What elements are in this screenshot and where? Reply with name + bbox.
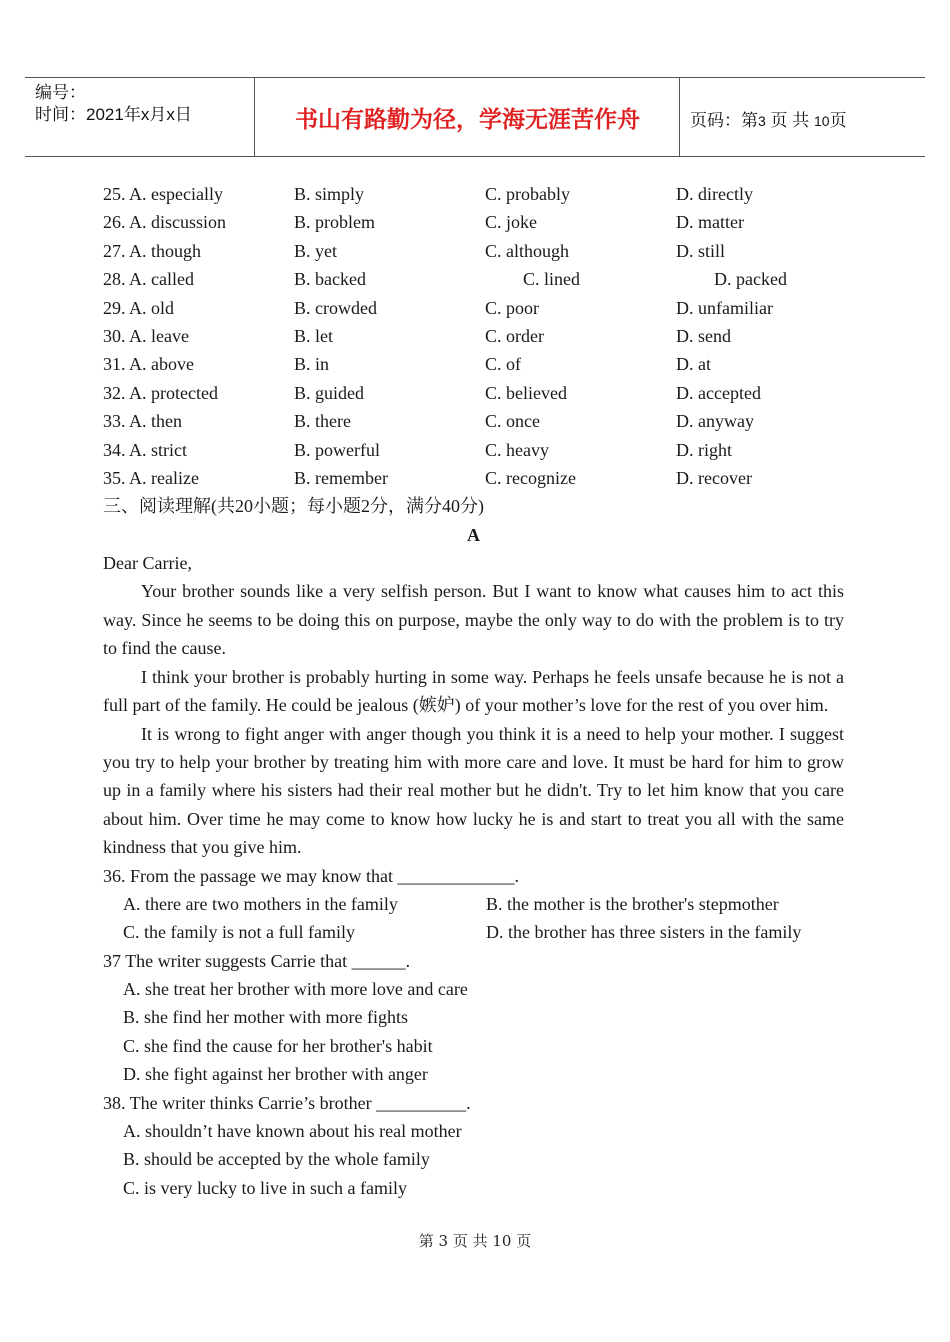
cloze-option-c: C. lined bbox=[523, 269, 580, 290]
cloze-option-b: B. there bbox=[294, 411, 351, 432]
cloze-row bbox=[103, 208, 844, 236]
cloze-option-b: B. guided bbox=[294, 382, 364, 403]
cloze-option-d: D. directly bbox=[676, 184, 753, 204]
cloze-option-c: C. although bbox=[485, 240, 569, 261]
cloze-option-d: D. send bbox=[676, 325, 731, 346]
option: D. the brother has three sisters in the family bbox=[486, 922, 802, 943]
paragraph: I think your brother is probably hurting in some way. Perhaps he feels unsafe because he is not a full part of the family. He could be jealous (嫉妒) of your mother’s love for the rest of you over him. bbox=[103, 666, 844, 716]
option: B. should be accepted by the whole family bbox=[123, 1149, 430, 1170]
page-indicator: 页码：第3 页 共 10页 bbox=[690, 111, 847, 130]
cloze-option-c: C. recognize bbox=[485, 467, 576, 488]
cloze-option-a: 31. A. above bbox=[103, 354, 194, 375]
question-stem: 38. The writer thinks Carrie’s brother __________. bbox=[103, 1092, 471, 1113]
cloze-option-d: D. still bbox=[676, 240, 726, 261]
header-divider bbox=[679, 78, 680, 156]
paragraph: Your brother sounds like a very selfish person. But I want to know what causes him to act this way. Since he seems to be doing this on purpose, maybe the only way to do with the problem is to try to find the cause. bbox=[103, 581, 844, 659]
question-37 bbox=[103, 947, 844, 1089]
cloze-option-d: D. accepted bbox=[676, 382, 761, 403]
page-header bbox=[25, 77, 925, 157]
cloze-row bbox=[103, 464, 844, 492]
paragraph: It is wrong to fight anger with anger though you think it is a need to help your mother. I suggest you try to help your brother by treating him with more care and love. It must be hard for him to grow up in a family where his sisters had their real mother but he didn't. Try to let him know that you care about him. Over time he may come to know how lucky he is and start to treat you all with the same kindness that you give him. bbox=[103, 723, 844, 858]
cloze-option-a: 34. A. strict bbox=[103, 439, 187, 460]
greeting: Dear Carrie, bbox=[103, 553, 192, 574]
cloze-option-c: C. of bbox=[485, 354, 521, 375]
option: A. she treat her brother with more love and care bbox=[123, 979, 468, 1000]
cloze-option-d: D. recover bbox=[676, 467, 752, 488]
cloze-option-b: B. powerful bbox=[294, 439, 380, 460]
cloze-row bbox=[103, 350, 844, 378]
cloze-option-a: 26. A. discussion bbox=[103, 212, 227, 233]
cloze-option-d: D. matter bbox=[676, 212, 744, 233]
cloze-option-c: C. poor bbox=[485, 297, 539, 318]
option: B. the mother is the brother's stepmother bbox=[486, 893, 779, 914]
cloze-option-a: 35. A. realize bbox=[103, 467, 199, 488]
cloze-option-c: C. joke bbox=[485, 212, 537, 233]
cloze-row bbox=[103, 180, 844, 208]
cloze-option-d: D. right bbox=[676, 439, 732, 460]
cloze-row bbox=[103, 322, 844, 350]
header-info bbox=[35, 82, 192, 126]
cloze-option-a: 32. A. protected bbox=[103, 382, 218, 403]
page-content bbox=[103, 180, 844, 1202]
page-footer: 第 3 页 共 10 页 bbox=[418, 1232, 532, 1250]
option: A. there are two mothers in the family bbox=[123, 893, 398, 914]
cloze-option-c: C. heavy bbox=[485, 439, 549, 460]
cloze-option-d: D. packed bbox=[714, 269, 787, 290]
cloze-row bbox=[103, 379, 844, 407]
cloze-row bbox=[103, 237, 844, 265]
option: C. the family is not a full family bbox=[123, 922, 355, 943]
cloze-option-d: D. unfamiliar bbox=[676, 297, 773, 318]
cloze-options bbox=[103, 180, 844, 492]
option: C. she find the cause for her brother's habit bbox=[123, 1035, 433, 1056]
number-label: 编号： bbox=[35, 83, 86, 102]
cloze-option-c: C. order bbox=[485, 325, 544, 346]
option: C. is very lucky to live in such a family bbox=[123, 1177, 407, 1198]
cloze-option-a: 30. A. leave bbox=[103, 325, 189, 346]
cloze-option-b: B. yet bbox=[294, 240, 337, 261]
cloze-option-c: C. once bbox=[485, 411, 540, 432]
question-38 bbox=[103, 1089, 844, 1203]
cloze-option-b: B. remember bbox=[294, 467, 388, 488]
cloze-option-a: 29. A. old bbox=[103, 297, 175, 318]
question-stem: 37 The writer suggests Carrie that ______. bbox=[103, 950, 411, 971]
cloze-option-a: 28. A. called bbox=[103, 269, 194, 290]
cloze-option-d: D. anyway bbox=[676, 411, 754, 432]
cloze-option-a: 25. A. especially bbox=[103, 184, 223, 204]
cloze-option-b: B. simply bbox=[294, 184, 365, 204]
cloze-row bbox=[103, 436, 844, 464]
cloze-row bbox=[103, 407, 844, 435]
option: A. shouldn’t have known about his real mother bbox=[123, 1121, 462, 1142]
section-title: 三、阅读理解(共20小题；每小题2分，满分40分) bbox=[103, 496, 484, 517]
cloze-option-c: C. believed bbox=[485, 382, 567, 403]
cloze-option-a: 27. A. though bbox=[103, 240, 202, 261]
cloze-option-a: 33. A. then bbox=[103, 411, 182, 432]
time-label: 时间：2021年x月x日 bbox=[35, 105, 192, 124]
motto: 书山有路勤为径，学海无涯苦作舟 bbox=[295, 106, 640, 133]
question-stem: 36. From the passage we may know that _____________. bbox=[103, 865, 519, 886]
cloze-row bbox=[103, 294, 844, 322]
cloze-option-b: B. let bbox=[294, 325, 333, 346]
passage-label: A bbox=[467, 524, 480, 545]
cloze-option-b: B. in bbox=[294, 354, 330, 375]
question-36 bbox=[103, 862, 844, 947]
cloze-option-d: D. at bbox=[676, 354, 711, 375]
cloze-option-c: C. probably bbox=[485, 184, 570, 204]
cloze-option-b: B. problem bbox=[294, 212, 375, 233]
cloze-option-b: B. crowded bbox=[294, 297, 377, 318]
cloze-option-b: B. backed bbox=[294, 269, 366, 290]
option: B. she find her mother with more fights bbox=[123, 1007, 408, 1028]
cloze-row bbox=[103, 265, 844, 293]
option: D. she fight against her brother with anger bbox=[123, 1064, 428, 1085]
